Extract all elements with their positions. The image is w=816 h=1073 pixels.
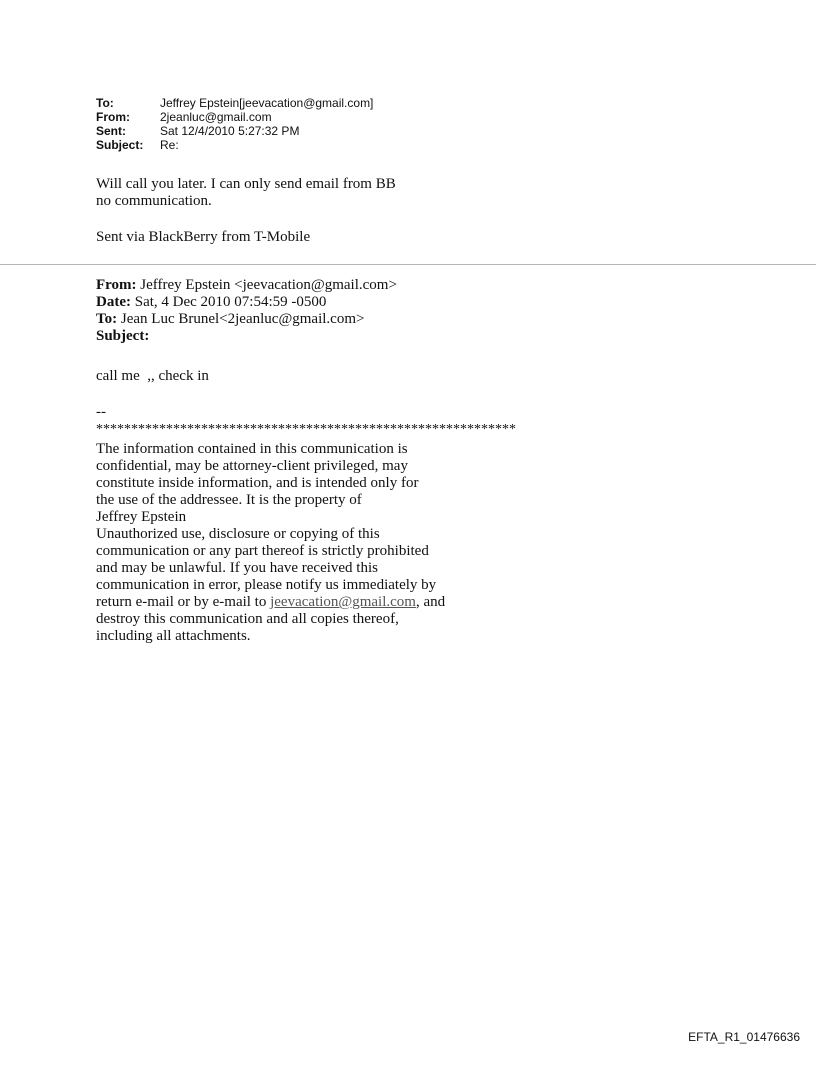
quoted-to-row: [96, 311, 397, 328]
subject-label: Subject:: [96, 138, 144, 152]
to-row: [96, 96, 373, 110]
quoted-to-label: To:: [96, 311, 118, 327]
sent-value: Sat 12/4/2010 5:27:32 PM: [160, 124, 300, 138]
disclaimer-line: Unauthorized use, disclosure or copying of this: [96, 526, 380, 542]
signature-dashes: --: [96, 404, 106, 420]
quoted-from-label: From:: [96, 277, 137, 293]
separator-line: [0, 264, 816, 265]
subject-row: [96, 138, 373, 152]
disclaimer-line: The information contained in this communication is: [96, 441, 408, 457]
disclaimer-line: Jeffrey Epstein: [96, 509, 187, 525]
to-label: To:: [96, 96, 114, 110]
from-row: [96, 110, 373, 124]
quoted-date-value: Sat, 4 Dec 2010 07:54:59 -0500: [134, 294, 327, 310]
disclaimer-line: communication in error, please notify us immediately by: [96, 577, 437, 593]
from-label: From:: [96, 110, 130, 124]
quoted-date-row: [96, 294, 397, 311]
document-id: EFTA_R1_01476636: [688, 1030, 800, 1044]
reply-signature: Sent via BlackBerry from T-Mobile: [96, 229, 311, 245]
disclaimer-line: constitute inside information, and is intended only for: [96, 475, 419, 491]
quoted-from-row: [96, 277, 397, 294]
reply-line: no communication.: [96, 193, 212, 209]
subject-value: Re:: [160, 138, 179, 152]
disclaimer-line-return: [96, 594, 445, 611]
reply-line: Will call you later. I can only send email from BB: [96, 176, 396, 192]
disclaimer-line: and may be unlawful. If you have received this: [96, 560, 378, 576]
quoted-header: [96, 277, 397, 345]
reply-body: [96, 176, 396, 210]
quoted-subject-label: Subject:: [96, 328, 150, 344]
disclaimer-line: confidential, may be attorney-client privileged, may: [96, 458, 408, 474]
sent-row: [96, 124, 373, 138]
quoted-to-value: Jean Luc Brunel<2jeanluc@gmail.com>: [120, 311, 365, 327]
quoted-date-label: Date:: [96, 294, 131, 310]
to-value: Jeffrey Epstein[jeevacation@gmail.com]: [160, 96, 374, 110]
disclaimer-line: the use of the addressee. It is the property of: [96, 492, 362, 508]
sent-label: Sent:: [96, 124, 126, 138]
stars-divider: ************************************************************: [96, 422, 516, 437]
email-header: [96, 96, 373, 152]
disclaimer-line: including all attachments.: [96, 628, 251, 644]
disclaimer-line: destroy this communication and all copies thereof,: [96, 611, 399, 627]
email-link[interactable]: jeevacation@gmail.com: [270, 594, 416, 610]
quoted-from-value: Jeffrey Epstein <jeevacation@gmail.com>: [140, 277, 397, 293]
disclaimer: [96, 441, 445, 645]
disclaimer-line: communication or any part thereof is strictly prohibited: [96, 543, 429, 559]
return-suffix: , and: [415, 594, 446, 610]
from-value: 2jeanluc@gmail.com: [160, 110, 272, 124]
return-prefix: return e-mail or by e-mail to: [96, 594, 271, 610]
quoted-subject-row: [96, 328, 397, 345]
quoted-body: call me ,, check in: [96, 368, 209, 384]
